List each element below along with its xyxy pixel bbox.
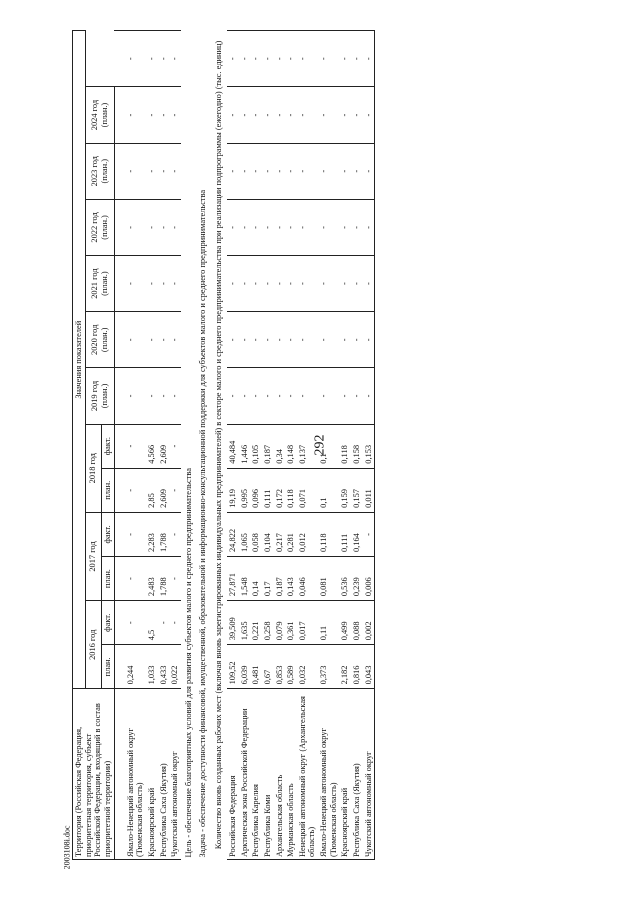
header-fact: факт. xyxy=(101,601,114,645)
value-cell: 0,046 xyxy=(297,557,318,601)
value-cell: 0,157 xyxy=(351,468,363,512)
territory-name: Красноярский край xyxy=(146,689,158,860)
value-cell: - xyxy=(363,87,375,143)
header-territory: Территория (Российская Федерация, приоритетная территория, субъект Российской Федерации, входящий в состав приоритетной территории) xyxy=(73,689,115,860)
table-row xyxy=(297,31,318,860)
value-cell: - xyxy=(297,312,318,368)
territory-name: Ямало-Ненецкий автономный округ (Тюменская область) xyxy=(318,689,339,860)
value-cell: 0,079 xyxy=(274,601,286,645)
value-cell: - xyxy=(285,312,297,368)
table-row xyxy=(274,31,286,860)
table-row xyxy=(351,31,363,860)
value-cell: - xyxy=(339,87,351,143)
value-cell: - xyxy=(146,256,158,312)
value-cell: - xyxy=(274,87,286,143)
value-cell: 19,19 xyxy=(227,468,239,512)
value-cell: 0,221 xyxy=(250,601,262,645)
value-cell: - xyxy=(227,143,239,199)
value-cell: - xyxy=(339,256,351,312)
value-cell: - xyxy=(363,512,375,556)
value-cell: 0,104 xyxy=(262,512,274,556)
value-cell: 0,118 xyxy=(285,468,297,512)
value-cell: 0,137 xyxy=(297,424,318,468)
value-cell: - xyxy=(351,312,363,368)
value-cell: 0,143 xyxy=(285,557,297,601)
value-cell: 39,509 xyxy=(227,601,239,645)
table-row xyxy=(363,31,375,860)
value-cell: - xyxy=(285,199,297,255)
value-cell: - xyxy=(239,199,251,255)
value-cell: 0,589 xyxy=(285,645,297,689)
value-cell: 0,017 xyxy=(297,601,318,645)
value-cell: 1,788 xyxy=(158,512,170,556)
value-cell: 4,566 xyxy=(146,424,158,468)
table-header xyxy=(73,31,115,860)
goal-line xyxy=(181,31,195,860)
rotated-page xyxy=(72,30,627,860)
value-cell: 0,34 xyxy=(274,424,286,468)
header-fact: факт. xyxy=(101,512,114,556)
value-cell: - xyxy=(318,368,339,424)
value-cell: 0,1 xyxy=(318,468,339,512)
value-cell: - xyxy=(227,87,239,143)
rotated-content xyxy=(72,30,627,860)
value-cell: - xyxy=(351,31,363,87)
value-cell: - xyxy=(297,87,318,143)
value-cell: - xyxy=(125,143,146,199)
value-cell: - xyxy=(169,199,181,255)
header-2018: 2018 год xyxy=(85,424,101,512)
value-cell: - xyxy=(318,256,339,312)
value-cell: - xyxy=(363,199,375,255)
page-number: 292 xyxy=(312,434,328,456)
header-2020: 2020 год (план.) xyxy=(85,312,114,368)
header-plan: план. xyxy=(101,645,114,689)
table-row xyxy=(239,31,251,860)
value-cell: - xyxy=(239,143,251,199)
value-cell: 0,148 xyxy=(285,424,297,468)
value-cell: - xyxy=(274,368,286,424)
value-cell: - xyxy=(274,31,286,87)
value-cell: - xyxy=(339,143,351,199)
territory-name: Чукотский автономный округ xyxy=(363,689,375,860)
value-cell: - xyxy=(262,199,274,255)
value-cell: - xyxy=(169,87,181,143)
territory-name: Республика Коми xyxy=(262,689,274,860)
value-cell: - xyxy=(227,199,239,255)
value-cell: 0,012 xyxy=(297,512,318,556)
value-cell: 1,446 xyxy=(239,424,251,468)
value-cell: 0,187 xyxy=(262,424,274,468)
value-cell: - xyxy=(262,87,274,143)
value-cell: - xyxy=(297,368,318,424)
value-cell: - xyxy=(169,312,181,368)
value-cell: 0,159 xyxy=(339,468,351,512)
value-cell: 0,071 xyxy=(297,468,318,512)
value-cell: - xyxy=(239,87,251,143)
value-cell: - xyxy=(146,312,158,368)
value-cell: 0,011 xyxy=(363,468,375,512)
indicator-title-text: Количество вновь созданных рабочих мест (включая вновь зарегистрированных индивидуальных предпринимателей) в секторе малого и среднего предпринимательства при реализации подпрограммы (ежегодно) (тыс. единиц) xyxy=(214,40,224,850)
value-cell: - xyxy=(318,312,339,368)
value-cell: - xyxy=(351,143,363,199)
value-cell: - xyxy=(318,143,339,199)
territory-name: Арктическая зона Российской Федерации xyxy=(239,689,251,860)
value-cell: - xyxy=(274,199,286,255)
value-cell: 1,033 xyxy=(146,645,158,689)
value-cell: 0,118 xyxy=(318,512,339,556)
header-2019: 2019 год (план.) xyxy=(85,368,114,424)
value-cell: 0,187 xyxy=(274,557,286,601)
value-cell: 2,85 xyxy=(146,468,158,512)
value-cell: - xyxy=(158,601,170,645)
value-cell: - xyxy=(285,31,297,87)
indicators-table xyxy=(72,30,375,860)
value-cell: 0,032 xyxy=(297,645,318,689)
table-row xyxy=(158,31,170,860)
value-cell: - xyxy=(262,31,274,87)
value-cell: - xyxy=(169,143,181,199)
value-cell: 0,239 xyxy=(351,557,363,601)
value-cell: - xyxy=(339,368,351,424)
value-cell: - xyxy=(125,601,146,645)
value-cell: - xyxy=(125,312,146,368)
value-cell: - xyxy=(285,87,297,143)
value-cell: - xyxy=(363,143,375,199)
value-cell: - xyxy=(239,256,251,312)
value-cell: 4,5 xyxy=(146,601,158,645)
territory-name: Мурманская область xyxy=(285,689,297,860)
value-cell: 0,088 xyxy=(351,601,363,645)
table-row xyxy=(285,31,297,860)
value-cell: - xyxy=(169,557,181,601)
value-cell: - xyxy=(318,87,339,143)
value-cell: 0,006 xyxy=(363,557,375,601)
value-cell: - xyxy=(285,143,297,199)
value-cell: 0,433 xyxy=(158,645,170,689)
value-cell: - xyxy=(169,424,181,468)
header-2022: 2022 год (план.) xyxy=(85,199,114,255)
value-cell: - xyxy=(250,87,262,143)
value-cell: 0,111 xyxy=(262,468,274,512)
value-cell: 0,281 xyxy=(285,512,297,556)
table-row xyxy=(250,31,262,860)
value-cell: 0,164 xyxy=(351,512,363,556)
value-cell: 0,043 xyxy=(363,645,375,689)
value-cell: - xyxy=(297,143,318,199)
value-cell: 0,67 xyxy=(262,645,274,689)
header-2016: 2016 год xyxy=(85,601,101,689)
task-line-text: Задача - обеспечение доступности финансовой, имущественной, образовательной и информационно-консультационной поддержки для субъектов малого и среднего предпринимательства xyxy=(197,189,207,858)
value-cell: - xyxy=(351,199,363,255)
value-cell: - xyxy=(285,256,297,312)
value-cell: - xyxy=(274,312,286,368)
value-cell: 0,172 xyxy=(274,468,286,512)
value-cell: 0,853 xyxy=(274,645,286,689)
value-cell: 0,995 xyxy=(239,468,251,512)
value-cell: 0,244 xyxy=(125,645,146,689)
value-cell: - xyxy=(125,512,146,556)
value-cell: - xyxy=(262,368,274,424)
table-row xyxy=(146,31,158,860)
value-cell: - xyxy=(363,368,375,424)
value-cell: - xyxy=(169,368,181,424)
value-cell: 0,022 xyxy=(169,645,181,689)
value-cell: - xyxy=(363,256,375,312)
value-cell: - xyxy=(146,368,158,424)
spacer-row xyxy=(114,31,125,860)
value-cell: 0,058 xyxy=(250,512,262,556)
value-cell: - xyxy=(239,31,251,87)
value-cell: - xyxy=(158,368,170,424)
value-cell: - xyxy=(169,601,181,645)
value-cell: 0,17 xyxy=(262,557,274,601)
value-cell: 0,081 xyxy=(318,557,339,601)
header-values: Значения показателей xyxy=(73,31,86,689)
value-cell: - xyxy=(146,199,158,255)
value-cell: 6,039 xyxy=(239,645,251,689)
value-cell: 0,111 xyxy=(339,512,351,556)
value-cell: 109,52 xyxy=(227,645,239,689)
value-cell: 1,788 xyxy=(158,557,170,601)
value-cell: 1,635 xyxy=(239,601,251,645)
header-2024: 2024 год (план.) xyxy=(85,87,114,143)
value-cell: - xyxy=(227,256,239,312)
value-cell: - xyxy=(351,256,363,312)
value-cell: 0,499 xyxy=(339,601,351,645)
value-cell: - xyxy=(339,199,351,255)
value-cell: 0,1 xyxy=(318,424,339,468)
value-cell: 2,609 xyxy=(158,424,170,468)
value-cell: 40,484 xyxy=(227,424,239,468)
territory-name: Красноярский край xyxy=(339,689,351,860)
value-cell: 0,105 xyxy=(250,424,262,468)
value-cell: - xyxy=(339,31,351,87)
value-cell: - xyxy=(146,31,158,87)
value-cell: 0,217 xyxy=(274,512,286,556)
table-row xyxy=(318,31,339,860)
value-cell: - xyxy=(297,199,318,255)
territory-name: Республика Саха (Якутия) xyxy=(351,689,363,860)
value-cell: - xyxy=(169,31,181,87)
territory-name: Ямало-Ненецкий автономный округ (Тюменская область) xyxy=(125,689,146,860)
indicator-title xyxy=(208,31,227,860)
header-2021: 2021 год (план.) xyxy=(85,256,114,312)
value-cell: - xyxy=(250,31,262,87)
value-cell: - xyxy=(318,199,339,255)
value-cell: - xyxy=(250,368,262,424)
value-cell: - xyxy=(227,368,239,424)
value-cell: 27,871 xyxy=(227,557,239,601)
value-cell: - xyxy=(239,368,251,424)
value-cell: 0,158 xyxy=(351,424,363,468)
value-cell: 1,065 xyxy=(239,512,251,556)
value-cell: - xyxy=(262,312,274,368)
value-cell: 2,283 xyxy=(146,512,158,556)
territory-name: Чукотский автономный округ xyxy=(169,689,181,860)
value-cell: - xyxy=(363,312,375,368)
value-cell: 2,182 xyxy=(339,645,351,689)
value-cell: 24,822 xyxy=(227,512,239,556)
territory-name: Республика Карелия xyxy=(250,689,262,860)
value-cell: - xyxy=(158,31,170,87)
value-cell: 0,481 xyxy=(250,645,262,689)
territory-name: Архангельская область xyxy=(274,689,286,860)
value-cell: 0,096 xyxy=(250,468,262,512)
header-2023: 2023 год (план.) xyxy=(85,143,114,199)
value-cell: 0,118 xyxy=(339,424,351,468)
table-body xyxy=(114,31,375,860)
header-plan: план. xyxy=(101,557,114,601)
value-cell: - xyxy=(297,31,318,87)
value-cell: - xyxy=(262,256,274,312)
value-cell: - xyxy=(146,87,158,143)
value-cell: - xyxy=(274,143,286,199)
value-cell: 0,536 xyxy=(339,557,351,601)
table-row xyxy=(227,31,239,860)
value-cell: - xyxy=(146,143,158,199)
value-cell: - xyxy=(297,256,318,312)
value-cell: - xyxy=(125,199,146,255)
value-cell: - xyxy=(227,312,239,368)
value-cell: - xyxy=(158,87,170,143)
value-cell: - xyxy=(125,557,146,601)
territory-name: Российская Федерация xyxy=(227,689,239,860)
value-cell: 0,153 xyxy=(363,424,375,468)
value-cell: 0,361 xyxy=(285,601,297,645)
value-cell: - xyxy=(158,199,170,255)
value-cell: - xyxy=(158,256,170,312)
value-cell: - xyxy=(125,368,146,424)
value-cell: - xyxy=(125,256,146,312)
value-cell: - xyxy=(158,143,170,199)
value-cell: - xyxy=(250,143,262,199)
value-cell: - xyxy=(158,312,170,368)
table-row xyxy=(125,31,146,860)
table-row xyxy=(339,31,351,860)
value-cell: 1,548 xyxy=(239,557,251,601)
value-cell: - xyxy=(274,256,286,312)
value-cell: 0,14 xyxy=(250,557,262,601)
value-cell: - xyxy=(351,87,363,143)
value-cell: - xyxy=(125,31,146,87)
value-cell: - xyxy=(227,31,239,87)
value-cell: - xyxy=(125,87,146,143)
task-line xyxy=(195,31,209,860)
header-plan: план. xyxy=(101,468,114,512)
value-cell: - xyxy=(363,31,375,87)
value-cell: 0,11 xyxy=(318,601,339,645)
table-row xyxy=(262,31,274,860)
value-cell: - xyxy=(351,368,363,424)
value-cell: - xyxy=(125,424,146,468)
value-cell: - xyxy=(169,512,181,556)
value-cell: - xyxy=(250,199,262,255)
value-cell: - xyxy=(318,31,339,87)
header-fact: факт. xyxy=(101,424,114,468)
header-2017: 2017 год xyxy=(85,512,101,600)
value-cell: - xyxy=(262,143,274,199)
value-cell: 0,002 xyxy=(363,601,375,645)
value-cell: 0,373 xyxy=(318,645,339,689)
table-row xyxy=(169,31,181,860)
value-cell: - xyxy=(339,312,351,368)
value-cell: 0,258 xyxy=(262,601,274,645)
value-cell: 2,609 xyxy=(158,468,170,512)
value-cell: 0,816 xyxy=(351,645,363,689)
territory-name: Ненецкий автономный округ (Архангельская область) xyxy=(297,689,318,860)
value-cell: - xyxy=(250,312,262,368)
value-cell: - xyxy=(285,368,297,424)
value-cell: - xyxy=(169,256,181,312)
goal-line-text: Цель - обеспечение благоприятных условий для развития субъектов малого и среднего предпринимательства xyxy=(183,468,193,858)
value-cell: - xyxy=(250,256,262,312)
territory-name: Республика Саха (Якутия) xyxy=(158,689,170,860)
footer-text: 2003108i.doc xyxy=(62,825,72,870)
value-cell: - xyxy=(239,312,251,368)
value-cell: - xyxy=(125,468,146,512)
value-cell: 2,483 xyxy=(146,557,158,601)
value-cell: - xyxy=(169,468,181,512)
